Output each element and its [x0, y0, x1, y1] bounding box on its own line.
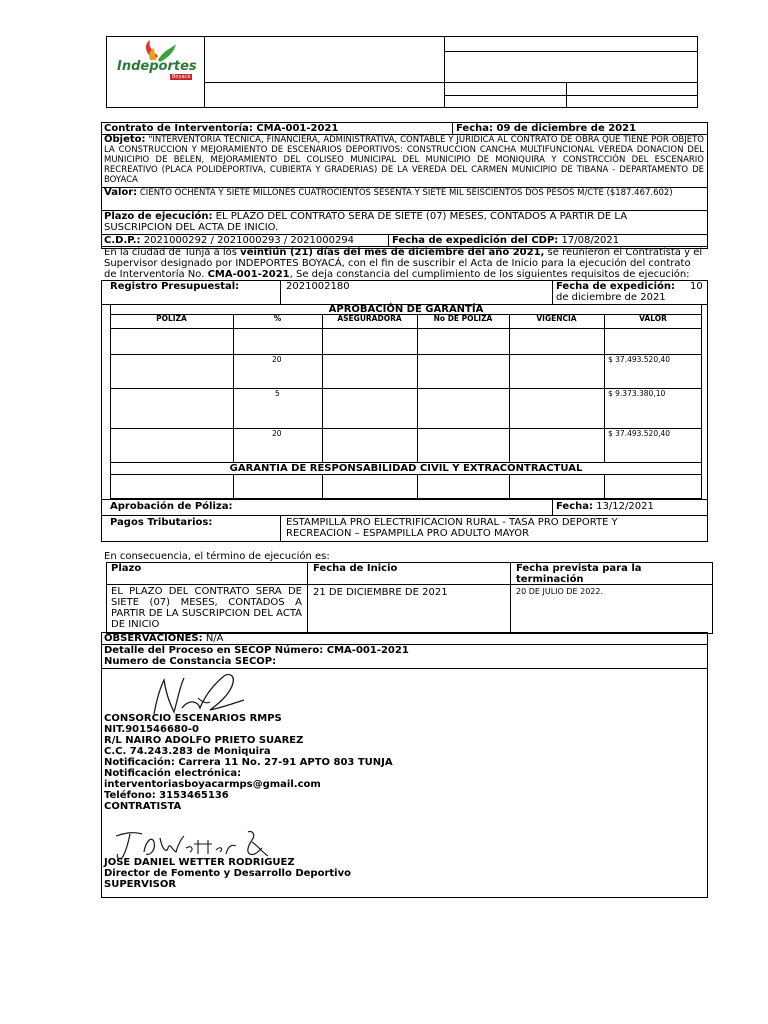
registro-fecha-rest: de diciembre de 2021	[556, 292, 666, 303]
registro-fecha-label: Fecha de expedición:	[556, 281, 676, 292]
pagos-label: Pagos Tributarios:	[110, 517, 213, 528]
garantia-title: APROBACIÓN DE GARANTÍA	[328, 304, 484, 315]
row-3-valor: $ 9.373.380,10	[608, 389, 666, 398]
cdp-label: C.D.P.:	[104, 235, 141, 246]
termino-plazo: EL PLAZO DEL CONTRATO SERA DE SIETE (07) MESES, CONTADOS A PARTIR DE LA SUSCRIPCION DEL ACTA DE INICIO	[111, 586, 302, 630]
col-no-poliza: No DE POLIZA	[433, 314, 493, 323]
aprobacion-label: Aprobación de Póliza:	[110, 501, 233, 512]
cdp-fecha	[392, 235, 619, 246]
intro-line-1: En la ciudad de Tunja a los veintiún (21) días del mes de diciembre del año 2021, se reunieron el Contratista y el	[104, 247, 703, 258]
indeportes-logo	[114, 38, 200, 80]
registro-label: Registro Presupuestal:	[110, 281, 240, 292]
valor-text: CIENTO OCHENTA Y SIETE MILLONES CUATROCIENTOS SESENTA Y SIETE MIL SEISCIENTOS DOS PESOS M/CTE ($187.467.602)	[139, 188, 673, 198]
intro-line-3: de Interventoría No. CMA-001-2021, Se deja constancia del cumplimiento de los siguientes requisitos de ejecución:	[104, 269, 690, 280]
intro-line-2: Supervisor designado por INDEPORTES BOYACÁ, con el fin de suscribir el Acta de Inicio para la ejecución del contrato	[104, 258, 691, 269]
termino-header-terminacion: Fecha prevista para la terminación	[516, 563, 642, 585]
objeto-label: Objeto:	[104, 134, 146, 145]
termino-header-plazo: Plazo	[111, 563, 142, 574]
contrato-label: Contrato de Interventoría: CMA-001-2021	[104, 123, 339, 134]
plazo-text: EL PLAZO DEL CONTRATO SERA DE SIETE (07) MESES, CONTADOS A PARTIR DE LA SUSCRIPCION DEL ACTA DE INICIO.	[104, 211, 628, 233]
col-aseguradora: ASEGURADORA	[337, 314, 402, 323]
termino-header-inicio: Fecha de Inicio	[313, 563, 398, 574]
row-4-pct: 20	[272, 429, 282, 438]
plazo-label: Plazo de ejecución:	[104, 211, 213, 222]
col-valor: VALOR	[639, 314, 667, 323]
col-poliza: POLIZA	[156, 314, 187, 323]
valor	[104, 188, 704, 198]
cdp	[104, 235, 354, 246]
observaciones: OBSERVACIONES: N/A	[104, 633, 224, 644]
row-3-pct: 5	[275, 389, 280, 398]
plazo-ejecucion	[104, 211, 684, 233]
termino-inicio: 21 DE DICIEMBRE DE 2021	[313, 587, 448, 598]
registro-value: 2021002180	[286, 281, 350, 292]
registro-fecha-day: 10	[690, 281, 703, 292]
row-2-pct: 20	[272, 355, 282, 364]
row-2-valor: $ 37.493.520,40	[608, 355, 671, 364]
cdp-fecha-text: 17/08/2021	[561, 235, 620, 246]
valor-label: Valor:	[104, 187, 138, 198]
row-4-valor: $ 37.493.520,40	[608, 429, 671, 438]
aprobacion-fecha: Fecha: 13/12/2021	[556, 501, 654, 512]
col-porcentaje: %	[273, 314, 282, 323]
objeto-text: "INTERVENTORIA TECNICA, FINANCIERA, ADMINISTRATIVA, CONTABLE Y JURIDICA AL CONTRATO DE OBRA QUE TIENE POR OBJETO LA CONSTRUCCION Y MEJORAMIENTO DE ESCENARIOS DEPORTIVOS: CONSTRUCCION CANCHA MULTIFUNCIONAL VEREDA DONACION DEL MUNICIPIO DE BELEN, MEJORAMIENTO DEL COLISEO MUNICIPAL DEL MUNICIPIO DE MONIQUIRA Y CONSTRCCIÓN DEL ESCENARIO RECREATIVO (PLACA POLIDEPORTIVA, CUBIERTA Y GRADERIAS) DE LA VEREDA DEL CARMEN MUNICIPIO DE TIBANA - DEPARTAMENTO DE BOYACA	[104, 135, 704, 185]
termino-intro: En consecuencia, el término de ejecución es:	[104, 551, 330, 562]
termino-terminacion: 20 DE JULIO DE 2022.	[516, 587, 604, 596]
objeto	[104, 135, 704, 185]
rc-title: GARANTIA DE RESPONSABILIDAD CIVIL Y EXTRACONTRACTUAL	[229, 463, 583, 474]
secop-detalle: Detalle del Proceso en SECOP Número: CMA-001-2021	[104, 645, 409, 656]
fecha-contrato: Fecha: 09 de diciembre de 2021	[456, 123, 637, 134]
pagos-text: ESTAMPILLA PRO ELECTRIFICACION RURAL - TASA PRO DEPORTE Y RECREACION – ESPAMPILLA PRO ADULTO MAYOR	[286, 517, 618, 539]
logo-text: Indeportes	[117, 59, 197, 74]
logo-subtext: Boyacá	[172, 74, 191, 80]
cdp-text: 2021000292 / 2021000293 / 2021000294	[143, 235, 355, 246]
cdp-fecha-label: Fecha de expedición del CDP:	[392, 235, 559, 246]
secop-constancia: Numero de Constancia SECOP:	[104, 656, 277, 667]
col-vigencia: VIGENCIA	[536, 314, 577, 323]
